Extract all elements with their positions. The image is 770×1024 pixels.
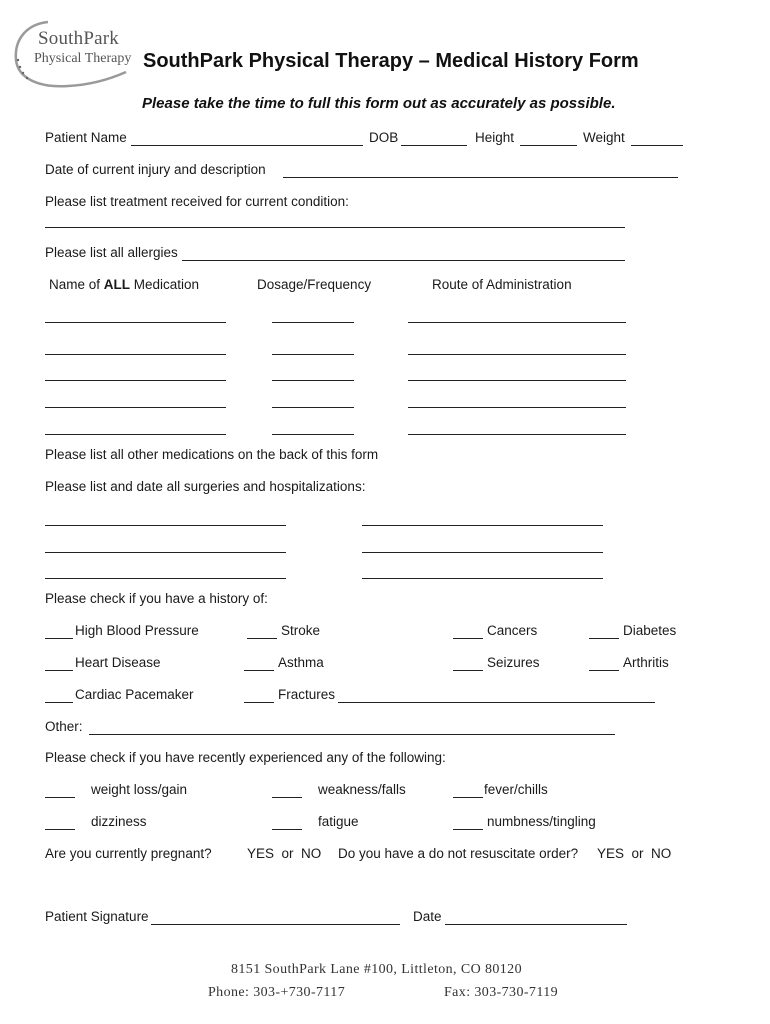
medication-name-header: Name of ALL Medication [49,277,200,292]
asthma-checkbox[interactable] [244,670,274,671]
medication-dosage-header: Dosage/Frequency [257,277,372,292]
medication-route-header: Route of Administration [432,277,572,292]
medication-dosage-field[interactable] [272,354,354,355]
surgery-field[interactable] [362,578,603,579]
medication-route-field[interactable] [408,354,626,355]
other-field[interactable] [89,734,615,735]
dnr-options[interactable]: YES or NO [597,846,672,861]
date-field[interactable] [445,924,627,925]
allergies-label: Please list all allergies [45,245,178,260]
weakness-checkbox[interactable] [272,797,302,798]
cancers-label: Cancers [487,623,538,638]
medication-dosage-field[interactable] [272,434,354,435]
fever-checkbox[interactable] [453,797,483,798]
fatigue-checkbox[interactable] [272,829,302,830]
fractures-field[interactable] [338,702,655,703]
other-label: Other: [45,719,83,734]
fractures-label: Fractures [278,687,336,702]
allergies-field[interactable] [182,260,625,261]
injury-label: Date of current injury and description [45,162,266,177]
footer-address: 8151 SouthPark Lane #100, Littleton, CO 80120 [231,962,522,977]
footer-fax: Fax: 303-730-7119 [444,985,558,1000]
pregnant-options[interactable]: YES or NO [247,846,322,861]
injury-field[interactable] [283,177,678,178]
dob-label: DOB [369,130,399,145]
other-medications-label: Please list all other medications on the back of this form [45,447,379,462]
medication-route-field[interactable] [408,380,626,381]
medication-name-field[interactable] [45,354,226,355]
seizures-label: Seizures [487,655,540,670]
surgeries-label: Please list and date all surgeries and hospitalizations: [45,479,366,494]
weight-label: Weight [583,130,625,145]
arthritis-checkbox[interactable] [589,670,619,671]
heart-disease-label: Heart Disease [75,655,161,670]
medication-route-field[interactable] [408,434,626,435]
history-label: Please check if you have a history of: [45,591,268,606]
high-blood-pressure-label: High Blood Pressure [75,623,199,638]
height-field[interactable] [520,145,577,146]
medication-name-field[interactable] [45,322,226,323]
dizziness-checkbox[interactable] [45,829,75,830]
medication-name-field[interactable] [45,407,226,408]
page-subtitle: Please take the time to full this form out as accurately as possible. [142,95,616,112]
stroke-checkbox[interactable] [247,638,277,639]
medication-route-field[interactable] [408,322,626,323]
fractures-checkbox[interactable] [244,702,274,703]
height-label: Height [475,130,515,145]
cardiac-pacemaker-checkbox[interactable] [45,702,73,703]
numbness-label: numbness/tingling [487,814,596,829]
cancers-checkbox[interactable] [453,638,483,639]
surgery-field[interactable] [45,552,286,553]
patient-name-label: Patient Name [45,130,127,145]
treatment-field[interactable] [45,227,625,228]
weight-field[interactable] [631,145,683,146]
weight-loss-label: weight loss/gain [91,782,188,797]
dizziness-label: dizziness [91,814,147,829]
surgery-field[interactable] [45,525,286,526]
logo [8,10,143,90]
medication-dosage-field[interactable] [272,322,354,323]
numbness-checkbox[interactable] [453,829,483,830]
cardiac-pacemaker-label: Cardiac Pacemaker [75,687,194,702]
medication-dosage-field[interactable] [272,380,354,381]
date-label: Date [413,909,442,924]
medication-name-field[interactable] [45,434,226,435]
patient-name-field[interactable] [131,145,363,146]
medication-name-field[interactable] [45,380,226,381]
dnr-label: Do you have a do not resuscitate order? [338,846,579,861]
arthritis-label: Arthritis [623,655,669,670]
asthma-label: Asthma [278,655,324,670]
fatigue-label: fatigue [318,814,359,829]
recent-label: Please check if you have recently experienced any of the following: [45,750,446,765]
surgery-field[interactable] [362,552,603,553]
treatment-label: Please list treatment received for current condition: [45,194,349,209]
heart-disease-checkbox[interactable] [45,670,73,671]
medication-dosage-field[interactable] [272,407,354,408]
weight-loss-checkbox[interactable] [45,797,75,798]
logo-line-1: SouthPark [38,28,119,49]
weakness-label: weakness/falls [318,782,406,797]
logo-swoosh-icon [8,10,143,90]
medication-route-field[interactable] [408,407,626,408]
seizures-checkbox[interactable] [453,670,483,671]
signature-label: Patient Signature [45,909,149,924]
surgery-field[interactable] [362,525,603,526]
logo-line-2: Physical Therapy [34,51,132,66]
signature-field[interactable] [151,924,400,925]
diabetes-label: Diabetes [623,623,677,638]
dob-field[interactable] [401,145,467,146]
pregnant-label: Are you currently pregnant? [45,846,212,861]
diabetes-checkbox[interactable] [589,638,619,639]
surgery-field[interactable] [45,578,286,579]
page-title: SouthPark Physical Therapy – Medical History Form [143,50,639,72]
stroke-label: Stroke [281,623,321,638]
high-blood-pressure-checkbox[interactable] [45,638,73,639]
footer-phone: Phone: 303-+730-7117 [208,985,346,1000]
fever-label: fever/chills [484,782,548,797]
